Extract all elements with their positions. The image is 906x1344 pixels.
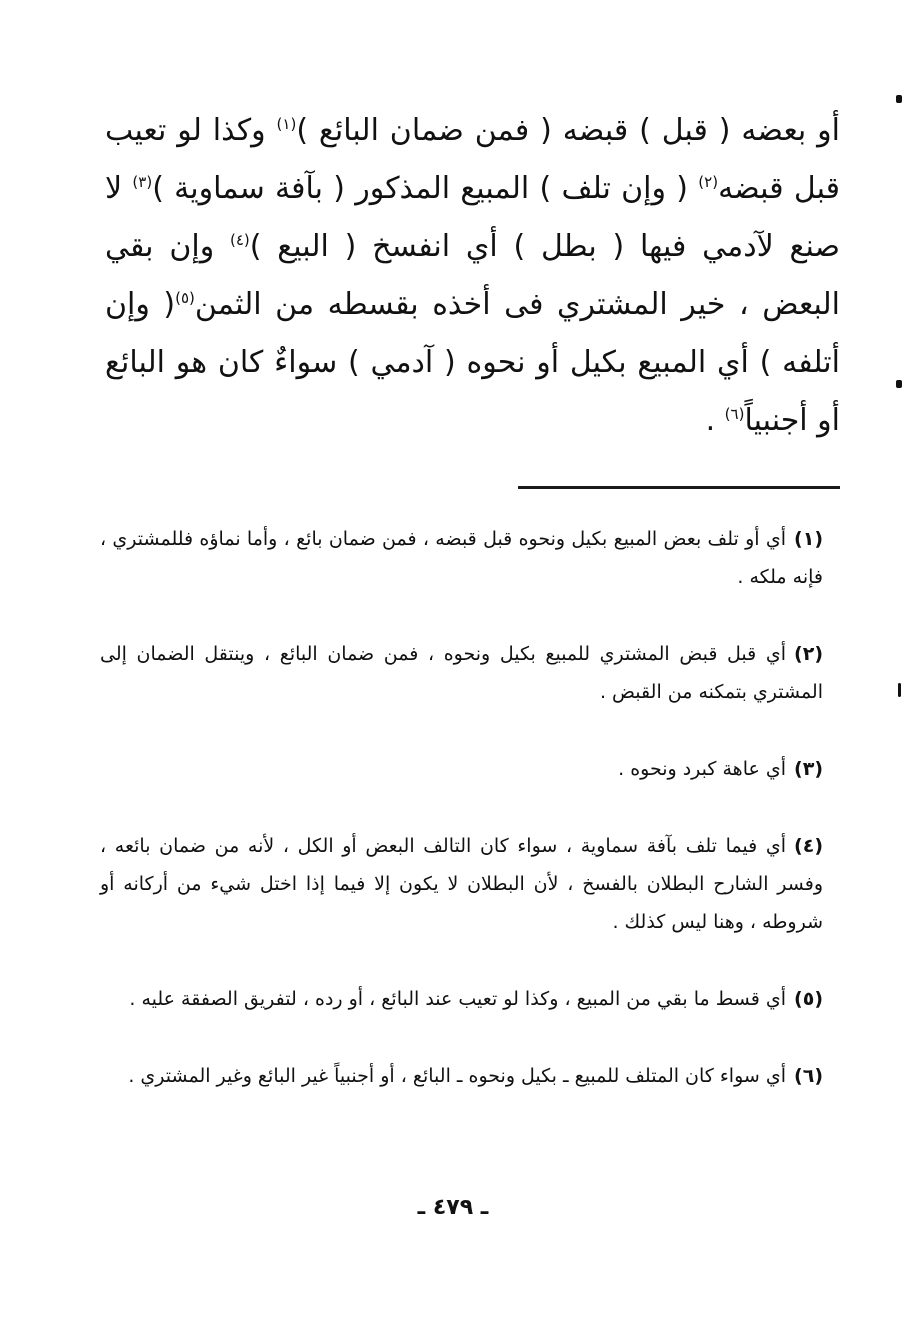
scan-edge-mark: [896, 95, 902, 103]
main-text-segment-1: أو بعضه ( قبل ) قبضه ( فمن ضمان البائع ): [296, 113, 840, 148]
footnote-separator: [518, 486, 840, 489]
footnote-ref-4: (٤): [229, 231, 250, 249]
footnote-ref-5: (٥): [175, 289, 195, 307]
footnote-text: أي قسط ما بقي من المبيع ، وكذا لو تعيب عند البائع ، أو رده ، لتفريق الصفقة عليه .: [129, 988, 787, 1010]
main-text-segment-5: وإن بقي البعض ، خير المشتري فى أخذه بقسطه من الثمن: [105, 229, 840, 322]
footnote-4: [100, 827, 823, 941]
footnote-text: أي قبل قبض المشتري للمبيع بكيل ونحوه ، فمن ضمان البائع ، وينتقل الضمان إلى المشتري بتمكنه من القبض .: [100, 643, 823, 703]
footnotes-section: [100, 520, 823, 1134]
footnote-ref-6: (٦): [724, 405, 745, 423]
footnote-number: (٥): [794, 988, 823, 1010]
footnote-5: [100, 980, 823, 1018]
footnote-text: أي عاهة كبرد ونحوه .: [618, 758, 787, 780]
page-number: ـ ٤٧٩ ـ: [417, 1195, 489, 1220]
footnote-number: (٦): [794, 1065, 823, 1087]
main-text-segment-2: وكذا لو تعيب قبل قبضه: [105, 113, 840, 206]
footnote-6: [100, 1057, 823, 1095]
main-text-segment-3: ( وإن تلف ) المبيع المذكور ( بآفة سماوية ): [152, 171, 699, 206]
footnote-3: [100, 750, 823, 788]
footnote-number: (٢): [794, 643, 823, 665]
main-text-segment-4: لا صنع لآدمي فيها ( بطل ) أي انفسخ ( البيع ): [105, 171, 840, 264]
footnote-2: [100, 635, 823, 711]
main-text-paragraph: [105, 102, 840, 450]
footnote-ref-1: (١): [276, 115, 297, 133]
footnote-text: أي أو تلف بعض المبيع بكيل ونحوه قبل قبضه ، فمن ضمان بائع ، وأما نماؤه فللمشتري ، فإنه ملكه .: [100, 528, 823, 588]
main-text-segment-6: ( وإن أتلفه ) أي المبيع بكيل أو نحوه ( آدمي ) سواءٌ كان هو البائع أو أجنبياً: [105, 287, 840, 438]
footnote-ref-2: (٢): [698, 173, 719, 191]
footnote-number: (٤): [794, 835, 823, 857]
footnote-text: أي فيما تلف بآفة سماوية ، سواء كان التالف البعض أو الكل ، لأنه من ضمان بائعه ، وفسر الشارح البطلان بالفسخ ، لأن البطلان لا يكون إلا فيما إذا اختل شيء من أركانه أو شروطه ، وهنا ليس كذلك .: [100, 835, 823, 933]
footnote-number: (٣): [794, 758, 823, 780]
footnote-number: (١): [794, 528, 823, 550]
footnote-ref-3: (٣): [132, 173, 153, 191]
scan-edge-mark: [898, 683, 901, 697]
footnote-text: أي سواء كان المتلف للمبيع ـ بكيل ونحوه ـ البائع ، أو أجنبياً غير البائع وغير المشتري .: [128, 1065, 787, 1087]
footnote-1: [100, 520, 823, 596]
scan-edge-mark: [896, 380, 902, 388]
main-text-segment-7: .: [705, 403, 725, 438]
